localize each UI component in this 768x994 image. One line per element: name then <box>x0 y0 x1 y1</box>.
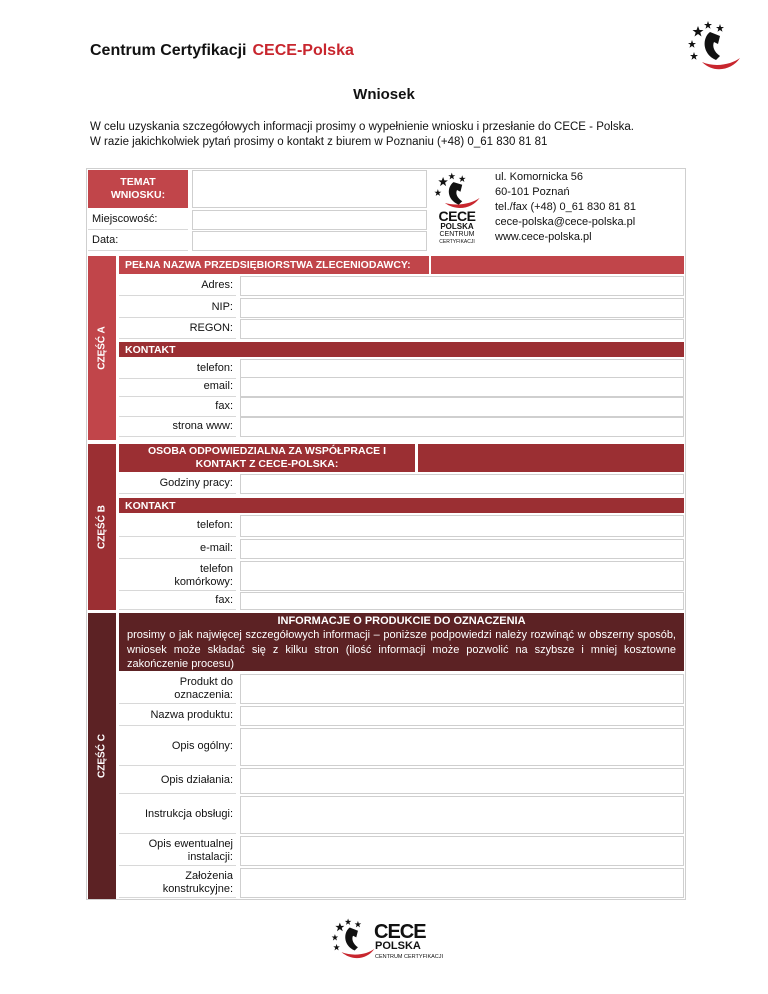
header-brand: CECE-Polska <box>252 42 354 59</box>
nip-input[interactable] <box>240 298 684 318</box>
topic-label: TEMAT WNIOSKU: <box>110 176 166 201</box>
part-c-side-label <box>88 613 116 899</box>
installation-label <box>119 836 236 866</box>
part-b-mobile-label-line1: telefon <box>199 562 233 575</box>
part-a-side-text: CZĘŚĆ A <box>96 326 108 370</box>
installation-label-line2: instalacji: <box>187 850 233 863</box>
part-a-phone-label: telefon: <box>119 359 236 379</box>
design-assumptions-label-line1: Założenia <box>185 869 233 882</box>
footer-logo-emblem <box>330 915 376 963</box>
product-info-box <box>119 613 684 671</box>
header-title <box>90 42 354 60</box>
operation-description-label: Opis działania: <box>119 768 236 794</box>
general-description-label: Opis ogólny: <box>119 728 236 766</box>
part-b-side-text: CZĘŚĆ B <box>96 505 108 549</box>
responsible-person-input[interactable] <box>418 444 684 472</box>
logo-centrum-text: CENTRUM <box>439 231 475 238</box>
date-label: Data: <box>88 231 188 251</box>
part-a-phone-input[interactable] <box>240 359 684 379</box>
address-input[interactable] <box>240 276 684 296</box>
operation-description-input[interactable] <box>240 768 684 794</box>
part-b-phone-input[interactable] <box>240 515 684 537</box>
product-info-description: prosimy o jak najwięcej szczegółowych informacji – poniższe podpowiedzi należy rozwinąć w obszerny sposób, wniosek może składać się z kilku stron (ilość informacji może pozwolić na szybsze i mniej kosztowne zakończenie procesu) <box>127 629 676 670</box>
intro-line-1: W celu uzyskania szczegółowych informacji prosimy o wypełnienie wniosku i przesłanie do CECE - Polska. <box>90 121 634 133</box>
intro-text <box>90 120 634 150</box>
regon-label: REGON: <box>119 319 236 339</box>
working-hours-label: Godziny pracy: <box>119 474 236 494</box>
city-input[interactable] <box>192 210 427 230</box>
contact-phone: tel./fax (+48) 0_61 830 81 81 <box>495 201 636 213</box>
part-b-mobile-input[interactable] <box>240 561 684 591</box>
document-title: Wniosek <box>353 86 415 103</box>
header-prefix: Centrum Certyfikacji <box>90 42 247 59</box>
product-label-line1: Produkt do <box>179 675 233 688</box>
part-b-mobile-label <box>119 561 236 591</box>
footer-logo-subtitle: CENTRUM CERTYFIKACJI <box>375 954 444 960</box>
responsible-person-label-line2: KONTAKT Z CECE-POLSKA: <box>195 458 339 470</box>
design-assumptions-input[interactable] <box>240 868 684 898</box>
cece-logo-emblem <box>432 170 482 210</box>
contact-info <box>495 170 636 245</box>
manual-input[interactable] <box>240 796 684 834</box>
product-name-label: Nazwa produktu: <box>119 706 236 726</box>
manual-label: Instrukcja obsługi: <box>119 796 236 834</box>
header-logo-emblem <box>686 18 742 74</box>
contact-www[interactable]: www.cece-polska.pl <box>495 231 592 243</box>
general-description-input[interactable] <box>240 728 684 766</box>
part-a-email-input[interactable] <box>240 377 684 397</box>
part-a-www-input[interactable] <box>240 417 684 437</box>
product-label-line2: oznaczenia: <box>174 688 233 701</box>
part-b-phone-label: telefon: <box>119 515 236 537</box>
part-c-side-text: CZĘŚĆ C <box>96 734 108 778</box>
installation-label-line1: Opis ewentualnej <box>148 837 233 850</box>
product-name-input[interactable] <box>240 706 684 726</box>
part-b-mobile-label-line2: komórkowy: <box>174 575 233 588</box>
part-a-kontakt-bar: KONTAKT <box>119 342 684 357</box>
company-name-label: PEŁNA NAZWA PRZEDSIĘBIORSTWA ZLECENIODAWCY: <box>119 256 429 274</box>
part-b-fax-input[interactable] <box>240 592 684 610</box>
working-hours-input[interactable] <box>240 474 684 494</box>
part-b-email-label: e-mail: <box>119 539 236 559</box>
footer-logo-cece: CECE <box>374 921 426 943</box>
date-input[interactable] <box>192 231 427 251</box>
part-b-side-label <box>88 444 116 610</box>
part-a-email-label: email: <box>119 377 236 397</box>
logo-polska-text: POLSKA <box>440 222 474 231</box>
contact-email[interactable]: cece-polska@cece-polska.pl <box>495 216 636 228</box>
product-input[interactable] <box>240 674 684 704</box>
responsible-person-label <box>119 444 415 472</box>
logo-cece-text: CECE <box>438 208 476 224</box>
part-b-email-input[interactable] <box>240 539 684 559</box>
part-a-fax-input[interactable] <box>240 397 684 417</box>
responsible-person-label-line1: OSOBA ODPOWIEDZIALNA ZA WSPÓŁPRACE I <box>148 445 386 457</box>
product-label <box>119 674 236 704</box>
company-name-input[interactable] <box>431 256 684 274</box>
city-label: Miejscowość: <box>88 210 188 230</box>
cece-logo <box>432 170 482 250</box>
part-a-side-label <box>88 256 116 440</box>
part-b-kontakt-bar: KONTAKT <box>119 498 684 513</box>
product-info-heading: INFORMACJE O PRODUKCIE DO OZNACZENIA <box>277 615 526 627</box>
intro-line-2: W razie jakichkolwiek pytań prosimy o kontakt z biurem w Poznaniu (+48) 0_61 830 81 81 <box>90 136 548 148</box>
contact-city: 60-101 Poznań <box>495 186 570 198</box>
design-assumptions-label <box>119 868 236 898</box>
nip-label: NIP: <box>119 298 236 318</box>
footer-logo-polska: POLSKA <box>375 940 421 952</box>
contact-street: ul. Komornicka 56 <box>495 171 584 183</box>
part-a-www-label: strona www: <box>119 417 236 437</box>
footer-logo <box>330 915 444 970</box>
logo-certyfikacji-text: CERTYFIKACJI <box>439 239 475 245</box>
installation-input[interactable] <box>240 836 684 866</box>
address-label: Adres: <box>119 276 236 296</box>
topic-input[interactable] <box>192 170 427 208</box>
part-a-fax-label: fax: <box>119 397 236 417</box>
topic-label-box <box>88 170 188 208</box>
part-b-fax-label: fax: <box>119 592 236 610</box>
design-assumptions-label-line2: konstrukcyjne: <box>162 882 233 895</box>
regon-input[interactable] <box>240 319 684 339</box>
